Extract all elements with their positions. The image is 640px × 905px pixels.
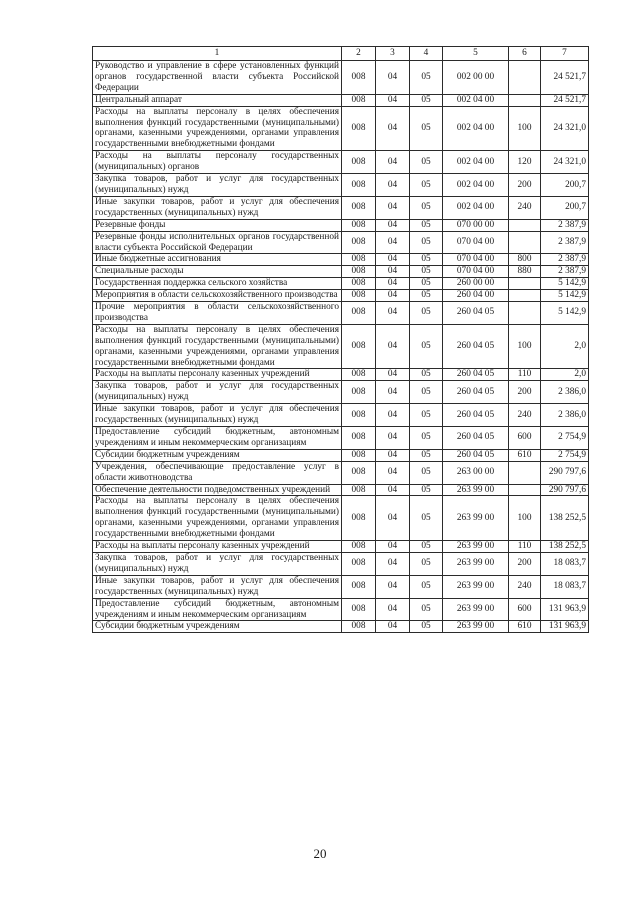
row-amount: 2 386,0 [541,404,589,427]
table-row [93,61,589,95]
table-header-row [93,47,589,61]
row-admin-code: 008 [342,541,376,553]
row-subsection: 05 [410,61,443,95]
row-target-article: 263 99 00 [443,552,509,575]
row-admin-code: 008 [342,461,376,484]
row-expense-type: 880 [509,266,541,278]
row-target-article: 260 04 05 [443,369,509,381]
row-amount: 24 321,0 [541,151,589,174]
row-section: 04 [376,621,410,633]
header-col-4: 4 [410,47,443,61]
row-expense-type: 120 [509,151,541,174]
row-section: 04 [376,541,410,553]
row-name: Центральный аппарат [93,94,342,106]
table-row [93,484,589,496]
table-row [93,290,589,302]
row-name: Расходы на выплаты персоналу в целях обеспечения выполнения функций государственными (муниципальными) органами, казенными учреждениями, органами управления государственными внебюджетными фондами [93,496,342,541]
row-name: Специальные расходы [93,266,342,278]
row-expense-type: 200 [509,381,541,404]
row-section: 04 [376,106,410,151]
row-expense-type: 200 [509,174,541,197]
row-admin-code: 008 [342,266,376,278]
table-row [93,427,589,450]
row-target-article: 070 04 00 [443,254,509,266]
row-admin-code: 008 [342,94,376,106]
row-name: Закупка товаров, работ и услуг для государственных (муниципальных) нужд [93,552,342,575]
row-name: Иные закупки товаров, работ и услуг для обеспечения государственных (муниципальных) нужд [93,404,342,427]
row-name: Иные закупки товаров, работ и услуг для обеспечения государственных (муниципальных) нужд [93,575,342,598]
row-admin-code: 008 [342,449,376,461]
row-subsection: 05 [410,231,443,254]
row-section: 04 [376,369,410,381]
table-row [93,254,589,266]
row-expense-type: 610 [509,621,541,633]
row-admin-code: 008 [342,231,376,254]
row-subsection: 05 [410,461,443,484]
row-name: Резервные фонды исполнительных органов государственной власти субъекта Российской Федерации [93,231,342,254]
row-expense-type: 100 [509,496,541,541]
table-row [93,496,589,541]
row-target-article: 260 04 05 [443,381,509,404]
row-section: 04 [376,61,410,95]
header-col-3: 3 [376,47,410,61]
row-admin-code: 008 [342,106,376,151]
row-target-article: 002 00 00 [443,61,509,95]
row-expense-type [509,278,541,290]
row-amount: 2 754,9 [541,427,589,450]
row-target-article: 002 04 00 [443,106,509,151]
row-expense-type [509,231,541,254]
row-subsection: 05 [410,94,443,106]
row-subsection: 05 [410,174,443,197]
row-subsection: 05 [410,621,443,633]
row-amount: 131 963,9 [541,621,589,633]
row-target-article: 260 04 05 [443,449,509,461]
row-expense-type: 240 [509,196,541,219]
row-name: Учреждения, обеспечивающие предоставление услуг в области животноводства [93,461,342,484]
table-row [93,381,589,404]
row-target-article: 002 04 00 [443,151,509,174]
table-row [93,231,589,254]
header-col-1: 1 [93,47,342,61]
row-section: 04 [376,324,410,369]
row-name: Расходы на выплаты персоналу в целях обеспечения выполнения функций государственными (муниципальными) органами, казенными учреждениями, органами управления государственными внебюджетными фондами [93,324,342,369]
row-target-article: 260 04 05 [443,404,509,427]
row-expense-type: 200 [509,552,541,575]
table-row [93,404,589,427]
row-amount: 5 142,9 [541,290,589,302]
row-section: 04 [376,196,410,219]
row-expense-type: 600 [509,598,541,621]
header-col-5: 5 [443,47,509,61]
row-name: Иные закупки товаров, работ и услуг для обеспечения государственных (муниципальных) нужд [93,196,342,219]
row-admin-code: 008 [342,404,376,427]
row-target-article: 263 99 00 [443,541,509,553]
row-name: Мероприятия в области сельскохозяйственного производства [93,290,342,302]
row-admin-code: 008 [342,598,376,621]
header-col-6: 6 [509,47,541,61]
row-section: 04 [376,278,410,290]
table-body [93,61,589,633]
row-target-article: 260 04 05 [443,427,509,450]
row-expense-type: 240 [509,575,541,598]
row-name: Расходы на выплаты персоналу в целях обеспечения выполнения функций государственными (муниципальными) органами, казенными учреждениями, органами управления государственными внебюджетными фондами [93,106,342,151]
row-subsection: 05 [410,302,443,325]
row-amount: 2 387,9 [541,231,589,254]
row-target-article: 263 99 00 [443,484,509,496]
row-subsection: 05 [410,541,443,553]
table-row [93,621,589,633]
row-name: Субсидии бюджетным учреждениям [93,621,342,633]
row-admin-code: 008 [342,254,376,266]
header-col-7: 7 [541,47,589,61]
row-section: 04 [376,151,410,174]
row-subsection: 05 [410,254,443,266]
row-section: 04 [376,174,410,197]
row-subsection: 05 [410,575,443,598]
table-row [93,196,589,219]
row-amount: 200,7 [541,174,589,197]
row-section: 04 [376,449,410,461]
row-name: Резервные фонды [93,219,342,231]
table-row [93,106,589,151]
row-name: Предоставление субсидий бюджетным, автономным учреждениям и иным некоммерческим организациям [93,598,342,621]
row-subsection: 05 [410,427,443,450]
table-row [93,369,589,381]
row-section: 04 [376,496,410,541]
row-target-article: 002 04 00 [443,196,509,219]
row-subsection: 05 [410,404,443,427]
row-amount: 131 963,9 [541,598,589,621]
row-expense-type: 600 [509,427,541,450]
row-amount: 2 754,9 [541,449,589,461]
row-section: 04 [376,404,410,427]
row-section: 04 [376,484,410,496]
row-section: 04 [376,575,410,598]
row-expense-type: 240 [509,404,541,427]
row-section: 04 [376,219,410,231]
table-row [93,449,589,461]
row-target-article: 002 04 00 [443,94,509,106]
row-admin-code: 008 [342,484,376,496]
table-row [93,598,589,621]
row-name: Расходы на выплаты персоналу казенных учреждений [93,369,342,381]
row-name: Расходы на выплаты персоналу государственных (муниципальных) органов [93,151,342,174]
row-subsection: 05 [410,290,443,302]
row-expense-type [509,484,541,496]
row-name: Закупка товаров, работ и услуг для государственных (муниципальных) нужд [93,174,342,197]
budget-table [92,46,589,633]
row-amount: 138 252,5 [541,541,589,553]
table-row [93,324,589,369]
table-row [93,151,589,174]
row-target-article: 070 04 00 [443,231,509,254]
row-amount: 200,7 [541,196,589,219]
table-row [93,541,589,553]
row-expense-type: 610 [509,449,541,461]
row-admin-code: 008 [342,552,376,575]
row-admin-code: 008 [342,369,376,381]
row-admin-code: 008 [342,496,376,541]
row-subsection: 05 [410,266,443,278]
row-amount: 2 387,9 [541,254,589,266]
row-expense-type [509,302,541,325]
row-amount: 290 797,6 [541,484,589,496]
row-name: Прочие мероприятия в области сельскохозяйственного производства [93,302,342,325]
row-amount: 18 083,7 [541,552,589,575]
table-row [93,302,589,325]
row-name: Субсидии бюджетным учреждениям [93,449,342,461]
row-name: Предоставление субсидий бюджетным, автономным учреждениям и иным некоммерческим организациям [93,427,342,450]
row-subsection: 05 [410,324,443,369]
row-expense-type: 100 [509,324,541,369]
row-subsection: 05 [410,552,443,575]
row-subsection: 05 [410,278,443,290]
row-target-article: 260 04 05 [443,302,509,325]
table-row [93,266,589,278]
row-admin-code: 008 [342,196,376,219]
row-expense-type: 110 [509,541,541,553]
table-row [93,575,589,598]
row-name: Закупка товаров, работ и услуг для государственных (муниципальных) нужд [93,381,342,404]
table-row [93,174,589,197]
row-name: Расходы на выплаты персоналу казенных учреждений [93,541,342,553]
row-subsection: 05 [410,381,443,404]
row-amount: 5 142,9 [541,278,589,290]
row-name: Руководство и управление в сфере установленных функций органов государственной власти субъекта Российской Федерации [93,61,342,95]
row-expense-type [509,290,541,302]
row-section: 04 [376,254,410,266]
row-amount: 24 521,7 [541,61,589,95]
row-name: Иные бюджетные ассигнования [93,254,342,266]
page-number: 20 [313,846,327,861]
row-target-article: 263 00 00 [443,461,509,484]
row-expense-type: 800 [509,254,541,266]
row-admin-code: 008 [342,621,376,633]
row-target-article: 070 00 00 [443,219,509,231]
row-amount: 24 521,7 [541,94,589,106]
header-col-2: 2 [342,47,376,61]
row-section: 04 [376,381,410,404]
row-subsection: 05 [410,598,443,621]
row-section: 04 [376,552,410,575]
row-expense-type [509,94,541,106]
row-target-article: 070 04 00 [443,266,509,278]
row-name: Государственная поддержка сельского хозяйства [93,278,342,290]
table-row [93,219,589,231]
budget-table-page [92,46,588,633]
row-target-article: 263 99 00 [443,621,509,633]
row-amount: 2,0 [541,369,589,381]
row-target-article: 260 04 05 [443,324,509,369]
row-admin-code: 008 [342,427,376,450]
table-row [93,278,589,290]
row-name: Обеспечение деятельности подведомственных учреждений [93,484,342,496]
row-expense-type [509,219,541,231]
row-expense-type [509,61,541,95]
row-subsection: 05 [410,496,443,541]
row-subsection: 05 [410,106,443,151]
row-target-article: 263 99 00 [443,575,509,598]
row-section: 04 [376,461,410,484]
row-amount: 5 142,9 [541,302,589,325]
row-amount: 18 083,7 [541,575,589,598]
row-target-article: 263 99 00 [443,496,509,541]
row-admin-code: 008 [342,302,376,325]
row-admin-code: 008 [342,174,376,197]
row-section: 04 [376,94,410,106]
row-admin-code: 008 [342,381,376,404]
row-admin-code: 008 [342,290,376,302]
row-target-article: 002 04 00 [443,174,509,197]
row-amount: 2 387,9 [541,219,589,231]
row-amount: 138 252,5 [541,496,589,541]
table-row [93,461,589,484]
row-subsection: 05 [410,219,443,231]
row-subsection: 05 [410,369,443,381]
row-section: 04 [376,231,410,254]
table-row [93,552,589,575]
row-amount: 290 797,6 [541,461,589,484]
row-section: 04 [376,598,410,621]
row-target-article: 260 00 00 [443,278,509,290]
row-target-article: 260 04 00 [443,290,509,302]
row-amount: 2,0 [541,324,589,369]
row-target-article: 263 99 00 [443,598,509,621]
row-admin-code: 008 [342,278,376,290]
row-amount: 2 387,9 [541,266,589,278]
row-admin-code: 008 [342,219,376,231]
row-amount: 24 321,0 [541,106,589,151]
row-admin-code: 008 [342,151,376,174]
row-admin-code: 008 [342,575,376,598]
row-amount: 2 386,0 [541,381,589,404]
row-expense-type [509,461,541,484]
row-section: 04 [376,290,410,302]
row-subsection: 05 [410,151,443,174]
row-admin-code: 008 [342,324,376,369]
row-expense-type: 100 [509,106,541,151]
row-subsection: 05 [410,196,443,219]
row-section: 04 [376,427,410,450]
table-row [93,94,589,106]
row-section: 04 [376,302,410,325]
row-section: 04 [376,266,410,278]
row-expense-type: 110 [509,369,541,381]
row-subsection: 05 [410,449,443,461]
row-admin-code: 008 [342,61,376,95]
row-subsection: 05 [410,484,443,496]
